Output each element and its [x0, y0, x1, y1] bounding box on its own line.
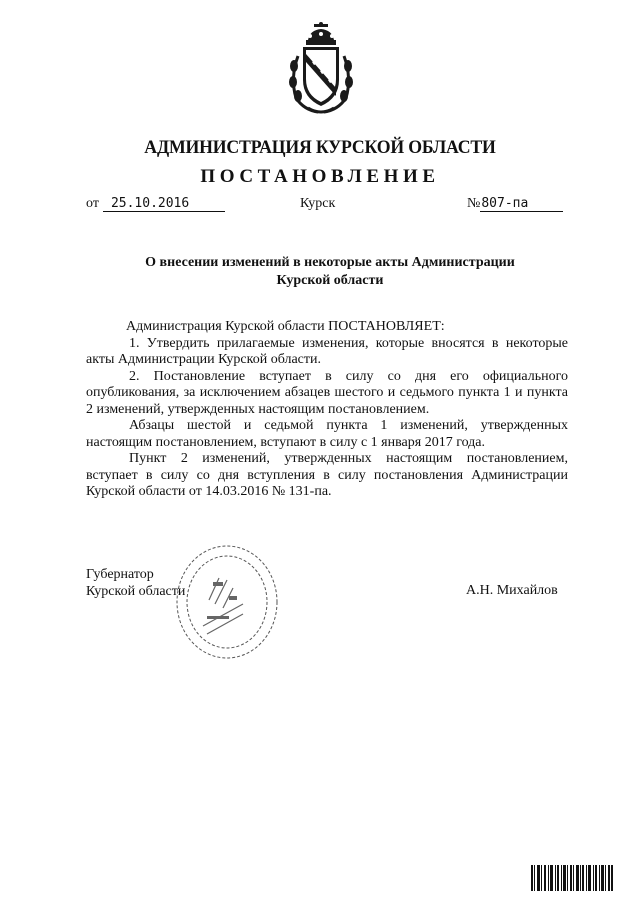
- body-paragraph: Абзацы шестой и седьмой пункта 1 изменений, утвержденных настоящим постановлением, вступают в силу с 1 января 2017 года.: [86, 418, 568, 450]
- signatory-name: А.Н. Михайлов: [466, 583, 558, 598]
- signatory-title-line: Губернатор: [86, 567, 154, 582]
- document-body: [86, 319, 568, 501]
- organization-title: АДМИНИСТРАЦИЯ КУРСКОЙ ОБЛАСТИ: [144, 138, 496, 158]
- body-paragraph: 1. Утвердить прилагаемые изменения, которые вносятся в некоторые акты Администрации Курской области.: [86, 335, 568, 367]
- signatory-title-line: Курской области: [86, 584, 186, 599]
- body-paragraph: Пункт 2 изменений, утвержденных настоящим постановлением, вступает в силу со дня вступления в силу постановления Администрации Курской области от 14.03.2016 № 131-па.: [86, 451, 568, 499]
- subject-line: Курской области: [276, 273, 384, 288]
- document-city: Курск: [300, 196, 336, 211]
- body-paragraph: Администрация Курской области ПОСТАНОВЛЯЕТ:: [126, 319, 445, 334]
- date-prefix: от: [86, 196, 99, 211]
- document-type-title: ПОСТАНОВЛЕНИЕ: [200, 166, 440, 187]
- document-subject: [110, 254, 550, 290]
- document-number: [467, 196, 563, 212]
- body-paragraph: 2. Постановление вступает в силу со дня его официального опубликования, за исключением абзацев шестого и седьмого пункта 1 и пункта 2 изменений, утвержденных настоящим постановлением.: [86, 368, 568, 417]
- number-prefix: №: [467, 196, 481, 211]
- barcode-icon: [531, 865, 613, 891]
- number-value: 807-па: [480, 196, 563, 212]
- official-seal-stamp: [173, 542, 281, 662]
- document-date: [86, 196, 225, 212]
- subject-line: О внесении изменений в некоторые акты Администрации: [145, 255, 515, 270]
- signatory-title: [86, 566, 185, 600]
- date-value: 25.10.2016: [103, 196, 225, 212]
- coat-of-arms-icon: [288, 22, 354, 116]
